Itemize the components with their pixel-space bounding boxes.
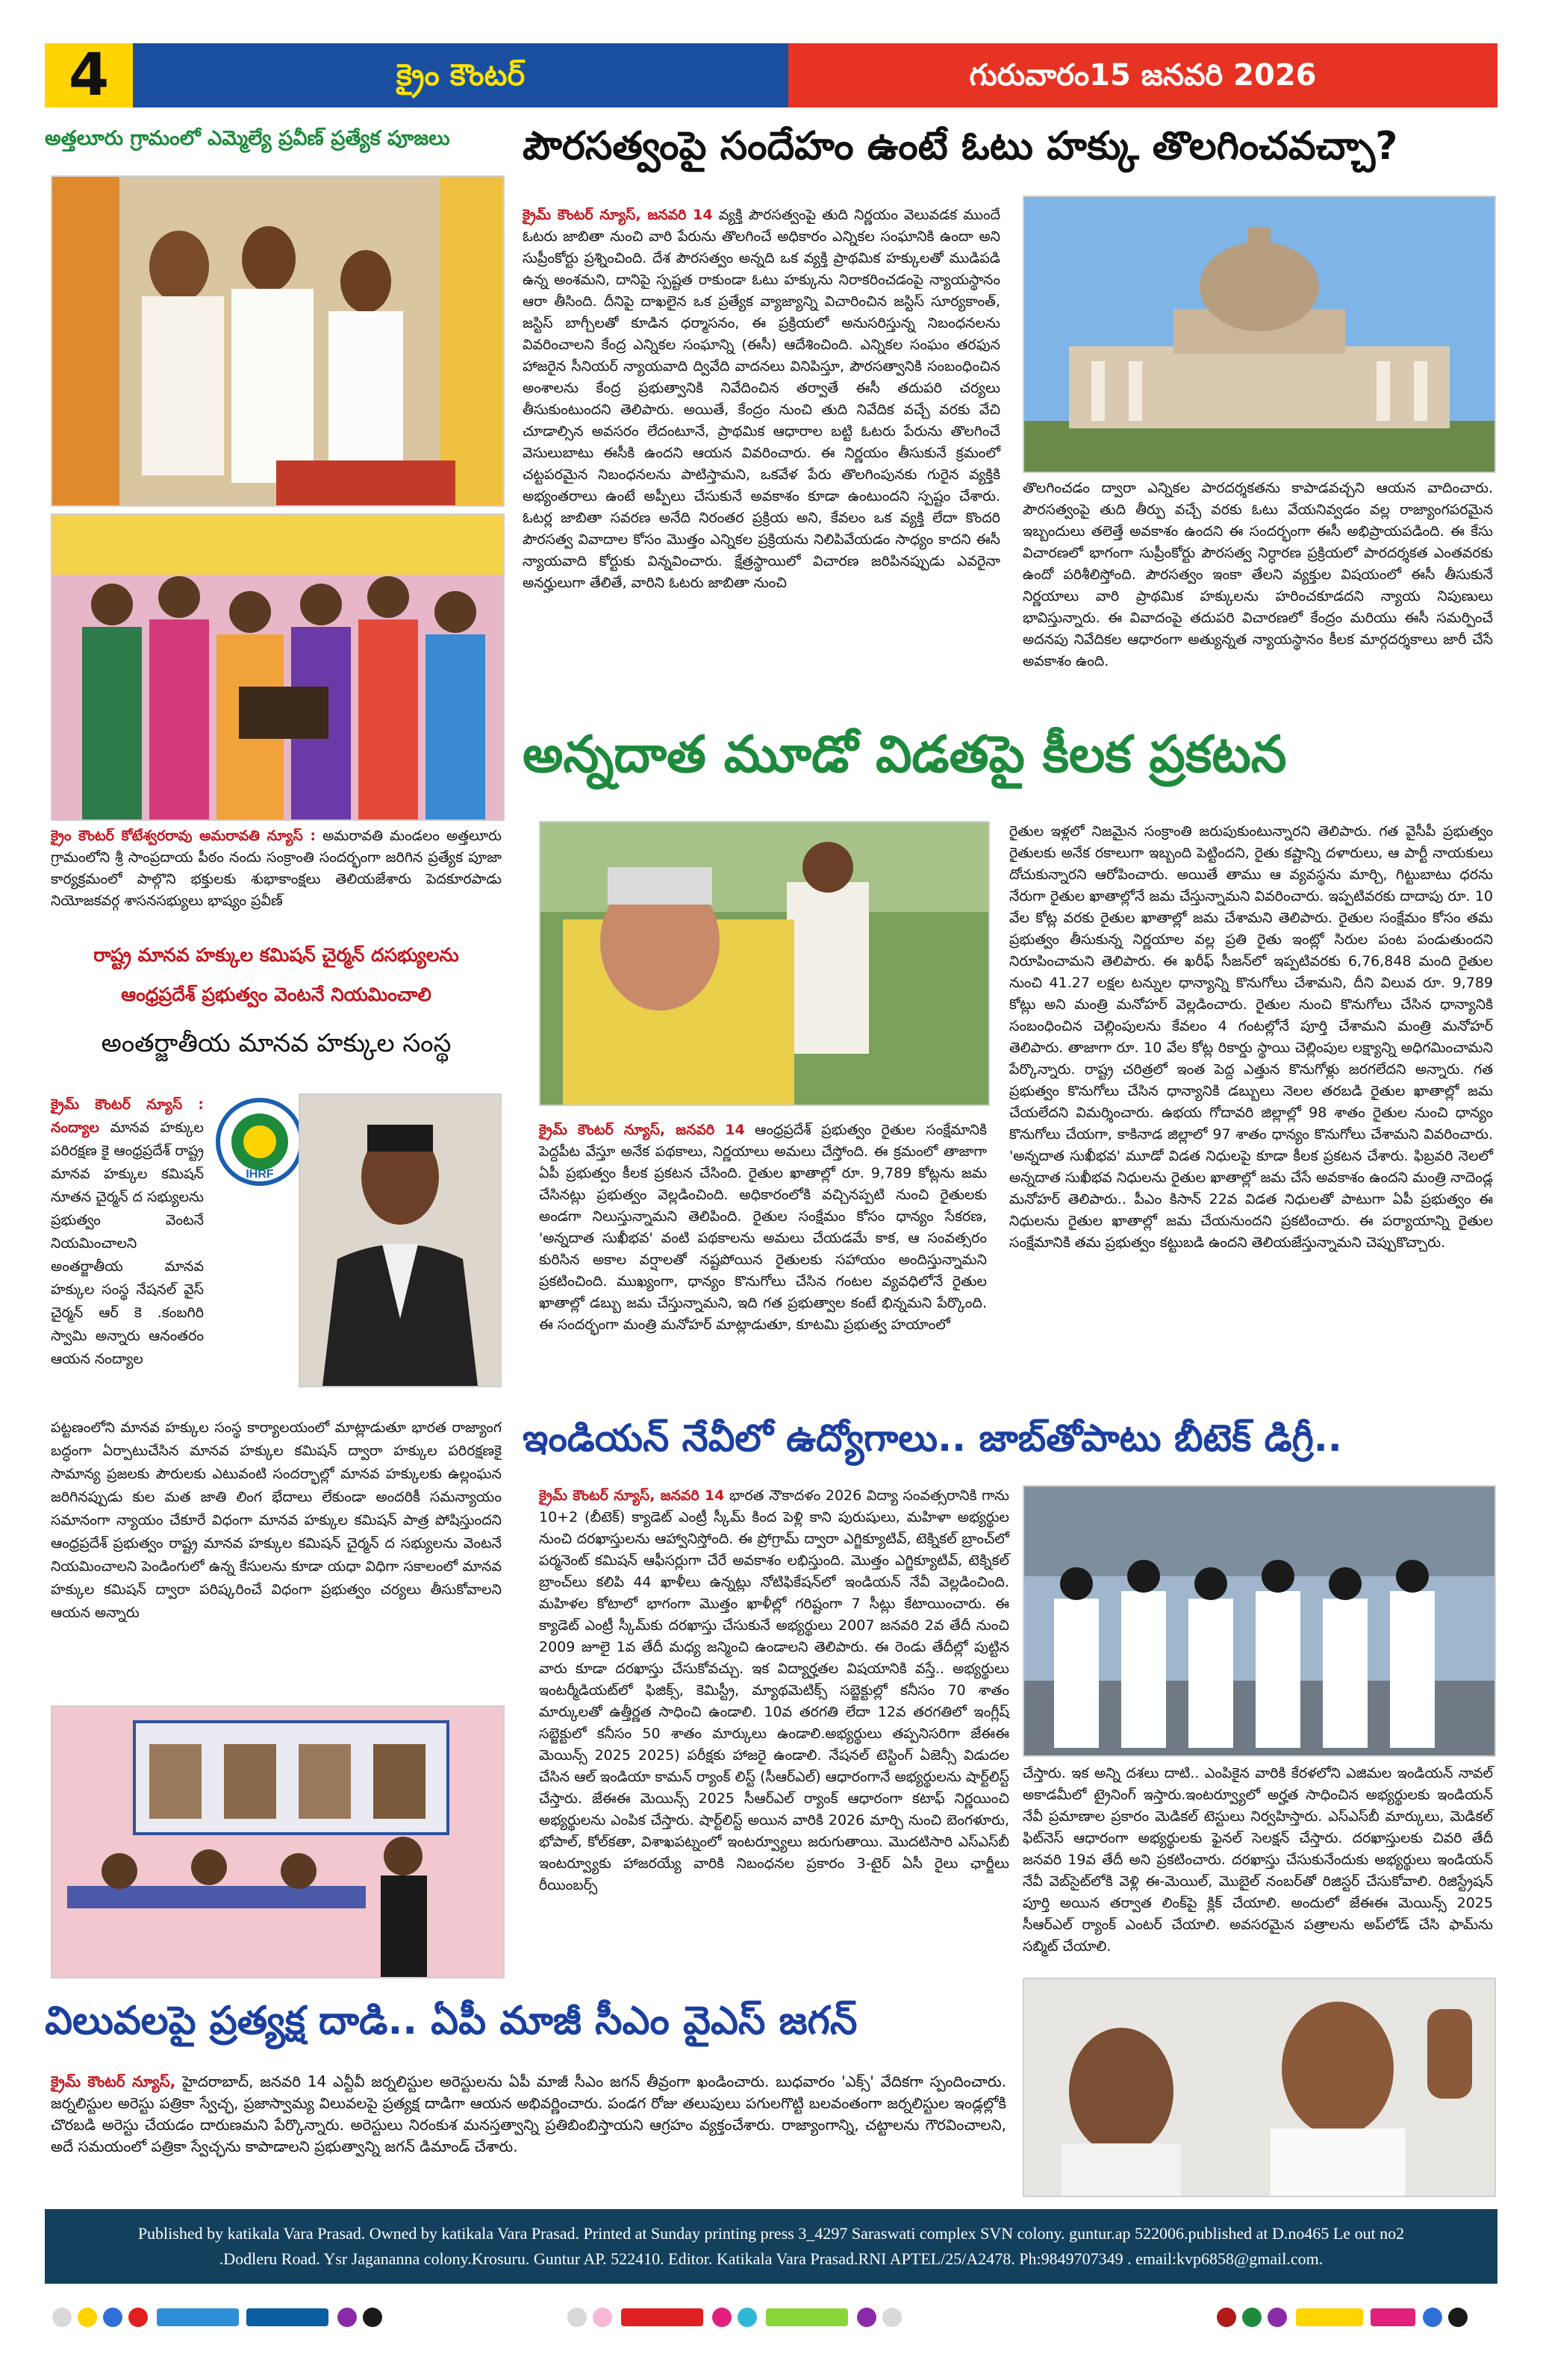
nhrc-full-text: పట్టణంలోని మానవ హక్కుల సంస్థ కార్యాలయంలో మాట్లాడుతూ భారత రాజ్యాంగ బద్ధంగా ఏర్పాటుచేసిన మానవ హక్కుల కమిషన్ ద్వారా హక్కుల పరిరక్షణకై సామాన్య ప్రజలకు పౌరులకు ఎటువంటి సందర్భాల్లో మానవ హక్కులకు ఉల్లంఘన జరిగినప్పుడు కుల మత జాతి లింగ భేదాలు లేకుండా అందరికీ సమన్యాయం సమానంగా న్యాయం చేకూరే విధంగా మానవ హక్కుల కమిషన్ పాత్ర పోషిస్తుందని ఆంధ్రప్రదేశ్ ప్రభుత్వం రాష్ట్ర మానవ హక్కుల కమిషన్ చైర్మన్ ద సభ్యులను వెంటనే నియమించాలని పెండింగులో ఉన్న కేసులను కూడా యధా విధిగా సకాలంలో మానవ హక్కుల కమిషన్ ద్వారా పరిష్కరించే విధంగా ప్రభుత్వం చర్యలు తీసుకోవాలని ఆయన అన్నారు xyxy=(51,1419,502,1621)
citizenship-col1 xyxy=(523,204,1000,594)
attaluru-story-lead: క్రైం కౌంటర్ కోటేశ్వరరావు అమరావతి న్యూస్ : xyxy=(51,828,316,844)
reg-bar xyxy=(1371,2308,1415,2326)
photo-supreme-court xyxy=(1023,196,1496,473)
reg-bar xyxy=(621,2308,703,2326)
reg-bar xyxy=(766,2308,848,2326)
photo-chandrababu xyxy=(539,821,990,1106)
reg-dot xyxy=(567,2308,587,2327)
reg-dot xyxy=(1268,2308,1287,2327)
nhrc-headline-line2: ఆంధ్రప్రదేశ్ ప్రభుత్వం వెంటనే నియమించాలి xyxy=(121,984,431,1005)
reg-dot xyxy=(1217,2308,1236,2327)
citizenship-lead: క్రైమ్ కౌంటర్ న్యూస్, జనవరి 14 xyxy=(523,207,713,223)
ihrf-logo-text: IHRF xyxy=(246,1168,274,1181)
page-number: 4 xyxy=(45,43,133,107)
jagan-lead: క్రైమ్ కౌంటర్ న్యూస్, xyxy=(51,2073,176,2090)
issue-date: గురువారం15 జనవరి 2026 xyxy=(788,43,1497,107)
reg-dot xyxy=(1423,2308,1442,2327)
reg-dot xyxy=(1242,2308,1262,2327)
navy-col1-text: భారత నౌకాదళం 2026 విద్యా సంవత్సరానికి గాను 10+2 (బీటెక్) క్యాడెట్ ఎంట్రీ స్కీమ్ కింద పెళ్లి కాని పురుషులు, మహిళా అభ్యర్థుల నుంచి దరఖాస్తులను ఆహ్వానిస్తోంది. ఈ ప్రోగ్రామ్ ద్వారా ఎగ్జిక్యూటివ్, టెక్నికల్ బ్రాంచ్‌లో పర్మనెంట్ కమిషన్ ఆఫీసర్లుగా చేరే అవకాశం లభిస్తుంది. మొత్తం ఎగ్జిక్యూటివ్, టెక్నికల్ బ్రాంచ్‌లు కలిపి 44 ఖాళీలు ఉన్నట్లు నోటిఫికేషన్‌లో ఇండియన్ నేవీ వెల్లడించింది. మహిళల కోటాలో భాగంగా మొత్తం ఖాళీల్లో గరిష్టంగా 7 సీట్లు కేటాయించారు. ఈ క్యాడెట్ ఎంట్రీ స్కీమ్‌కు దరఖాస్తు చేసుకునే అభ్యర్థులు 2007 జనవరి 2వ తేదీ నుంచి 2009 జూలై 1వ తేదీ మధ్య జన్మించి ఉండాలని తెలిపారు. ఈ రెండు తేదీల్లో పుట్టిన వారు కూడా దరఖాస్తు చేసుకోవచ్చు. ఇక విద్యార్హతల విషయానికి వస్తే.. అభ్యర్థులు ఇంటర్మీడియట్‌లో ఫిజిక్స్, కెమిస్ట్రీ, మ్యాథమెటిక్స్ సబ్జెక్టుల్లో కనీసం 70 శాతం మార్కులతో ఉత్తీర్ణత సాధించి ఉండాలి. 10వ తరగతి లేదా 12వ తరగతిలో ఇంగ్లీష్ సబ్జెక్టులో కనీసం 50 శాతం మార్కులు ఉండాలి.అభ్యర్థులు తప్పనిసరిగా జేఈఈ మెయిన్స్ 2025 2025) పరీక్షకు హాజరై ఉండాలి. నేషనల్ టెస్టింగ్ ఏజెన్సీ విడుదల చేసిన ఆల్ ఇండియా కామన్ ర్యాంక్ లిస్ట్ (సీఆర్ఎల్) ఆధారంగానే అభ్యర్థులను షార్ట్‌లిస్ట్ చేస్తారు. జేఈఈ మెయిన్స్ 2025 సీఆర్ఎల్ ర్యాంక్ ఆధారంగా కటాఫ్ నిర్ణయించి అభ్యర్థులను ఎంపిక చేస్తారు. షార్ట్‌లిస్ట్ అయిన వారికి 2026 మార్చి నుంచి బెంగళూరు, భోపాల్, కోల్‌కతా, విశాఖపట్నంలో ఇంటర్వ్యూలు జరుగుతాయి. మొదటిసారి ఎస్‌ఎస్‌బీ ఇంటర్వ్యూకు హాజరయ్యే వారికి నిబంధనల ప్రకారం 3-టైర్ ఏసీ రైలు ఛార్జీలు రీయింబర్స్ xyxy=(539,1487,1009,1893)
photo-pooja xyxy=(51,175,505,507)
nhrc-subhead: అంతర్జాతీయ మానవ హక్కుల సంస్థ xyxy=(101,1028,452,1058)
reg-dot xyxy=(857,2308,876,2327)
annadata-headline: అన్నదాత మూడో విడతపై కీలక ప్రకటన xyxy=(523,725,1287,784)
jagan-photo-illustration xyxy=(1024,1979,1494,2196)
office-photo-illustration xyxy=(52,1707,503,1977)
reg-dot xyxy=(52,2308,72,2327)
felicitation-photo-illustration xyxy=(52,515,503,819)
navy-headline: ఇండియన్ నేవీలో ఉద్యోగాలు.. జాబ్‌తోపాటు బీటెక్ డిగ్రీ.. xyxy=(523,1417,1342,1460)
photo-kambagiri-swamy xyxy=(299,1093,502,1387)
navy-lead: క్రైమ్ కౌంటర్ న్యూస్, జనవరి 14 xyxy=(539,1487,725,1504)
citizenship-col2: తొలగించడం ద్వారా ఎన్నికల పారదర్శకతను కాపాడవచ్చని ఆయన వాదించారు. పౌరసత్వంపై తుది తీర్పు వచ్చే వరకు ఓటు వేయనివ్వడం వల్ల రాజ్యాంగపరమైన ఇబ్బందులు తలెత్తే అవకాశం ఉందని ఈ సందర్భంగా ఈసీ అభిప్రాయపడింది. ఈ కేసు విచారణలో భాగంగా సుప్రీంకోర్టు పౌరసత్వ నిర్ధారణ ప్రక్రియలో పారదర్శకత ఎంతవరకు ఉందో పరిశీలిస్తోంది. పౌరసత్వం ఇంకా తేలని వ్యక్తుల విషయంలో ఈసీ తీసుకునే నిర్ణయాలు వారి ప్రాథమిక హక్కులను హరించకూడదని న్యాయ నిపుణులు భావిస్తున్నారు. ఈ వివాదంపై తదుపరి విచారణలో కేంద్రం మరియు ఈసీ సమర్పించే అదనపు నివేదికల ఆధారంగా అత్యున్నత న్యాయస్థానం కీలక మార్గదర్శకాలు జారీ చేసే అవకాశం ఉంది. xyxy=(1023,480,1493,669)
portrait-illustration xyxy=(300,1095,500,1386)
reg-bar xyxy=(1296,2308,1363,2326)
photo-caption-attaluru: అత్తలూరు గ్రామంలో ఎమ్మెల్యే ప్రవీణ్ ప్రత్యేక పూజలు xyxy=(45,127,450,150)
paper-name: క్రైం కౌంటర్ xyxy=(133,43,788,107)
reg-dot xyxy=(337,2308,357,2327)
reg-bar xyxy=(157,2308,239,2326)
reg-dot xyxy=(593,2308,612,2327)
navy-col2: చేస్తారు. ఇక అన్ని దశలు దాటి.. ఎంపికైన వారికి కేరళలోని ఎజిమల ఇండియన్ నావల్ అకాడమీలో ట్రైనింగ్ ఇస్తారు.ఇంటర్వ్యూలో అర్హత సాధించిన అభ్యర్థులకు ఇండియన్ నేవీ ప్రమాణాల ప్రకారం మెడికల్ టెస్టులు నిర్వహిస్తారు. ఎస్‌ఎస్‌బీ మార్కులు, మెడికల్ ఫిట్‌నెస్ ఆధారంగా అభ్యర్థులకు ఫైనల్ సెలక్షన్ చేస్తారు. దరఖాస్తులకు చివరి తేదీ జనవరి 19వ తేదీ అని ప్రకటించారు. దరఖాస్తు చేసుకునేందుకు అభ్యర్థులు ఇండియన్ నేవీ వెబ్‌సైట్‌లోకి వెళ్లి ఈ-మెయిల్, మొబైల్ నంబర్‌తో రిజిస్టర్ చేసుకోవాలి. రిజిస్ట్రేషన్ పూర్తి అయిన తర్వాత లింక్‌పై క్లిక్ చేయాలి. అందులో జేఈఈ మెయిన్స్ 2025 సీఆర్ఎల్ ర్యాంక్ ఎంటర్ చేయాలి. అవసరమైన పత్రాలను అప్‌లోడ్ చేసి ఫామ్‌ను సబ్మిట్ చేయాలి. xyxy=(1023,1765,1493,1955)
footer-line2: .Dodleru Road. Ysr Jagananna colony.Krosuru. Guntur AP. 522410. Editor. Katikala Vara Prasad.RNI APTEL/25/A2478. Ph:9849707349 . email:kvp6858@gmail.com. xyxy=(219,2249,1324,2268)
nhrc-lead: క్రైమ్ కౌంటర్ న్యూస్ : నంద్యాల xyxy=(51,1096,204,1136)
nhrc-column-text xyxy=(51,1093,204,1371)
ihrf-logo-emblem xyxy=(215,1097,305,1187)
chandrababu-farmer-illustration xyxy=(540,822,988,1105)
reg-dot xyxy=(103,2308,122,2327)
annadata-col1 xyxy=(539,1119,987,1336)
photo-navy-officers xyxy=(1023,1485,1496,1757)
nhrc-headline-line1: రాష్ట్ర మానవ హక్కుల కమిషన్ చైర్మన్ దసభ్యులను xyxy=(93,944,459,966)
reg-dot xyxy=(78,2308,97,2327)
reg-dot xyxy=(712,2308,732,2327)
photo-felicitation xyxy=(51,513,505,821)
nhrc-column-body: మానవ హక్కుల పరిరక్షణ కై ఆంధ్రప్రదేశ్ రాష్ట్ర మానవ హక్కుల కమిషన్ నూతన చైర్మన్ ద సభ్యులను ప్రభుత్వం వెంటనే నియమించాలని అంతర్జాతీయ మానవ హక్కుల సంస్థ నేషనల్ వైస్ చైర్మన్ ఆర్ కె .కంబగిరి స్వామి అన్నారు ఆనంతరం ఆయన నంద్యాల xyxy=(51,1119,204,1367)
ihrf-logo xyxy=(215,1097,305,1187)
photo-office-meeting xyxy=(51,1705,505,1978)
annadata-col2: రైతుల ఇళ్లలో నిజమైన సంక్రాంతి జరుపుకుంటున్నారని తెలిపారు. గత వైసీపీ ప్రభుత్వం రైతులకు అనేక రకాలుగా ఇబ్బంది పెట్టిందని, రైతు కష్టాన్ని దళారులు, ఆ పార్టీ నాయకులు దోచుకున్నారని ఆరోపించారు. అయితే తాము ఆ వ్యవస్థను మార్చి, గిట్టుబాటు ధరను నేరుగా రైతుల ఖాతాల్లోనే జమ చేస్తున్నామని వివరించారు. ఇప్పటివరకు దాదాపు రూ. 10 వేల కోట్ల వరకు రైతుల ఖాతాల్లో జమ చేశామని తెలిపారు. రైతుల సంక్షేమం కోసం తమ ప్రభుత్వం తీసుకున్న నిర్ణయాల వల్ల ప్రతి రైతు ఇంట్లో సిరుల పంట పండుతుందని నిరూపించామని తెలిపారు. ఈ ఖరీఫ్ సీజన్‌లో ఇప్పటివరకు 6,76,848 మంది రైతుల నుంచి 41.27 లక్షల టన్నుల ధాన్యాన్ని కొనుగోలు చేశామని, దీని విలువ రూ. 9,789 కోట్లు అని మంత్రి మనోహర్ వెల్లడించారు. రైతుల నుంచి కొనుగోలు చేసిన ధాన్యానికి సంబంధించిన చెల్లింపులను కేవలం 4 గంటల్లోనే పూర్తి చేశామని మంత్రి మనోహర్ తెలిపారు. తాజాగా రూ. 10 వేల కోట్ల రికార్డు స్థాయి చెల్లింపుల లక్ష్యాన్ని అధిగమించామని పేర్కొన్నారు. రాష్ట్ర చరిత్రలో ఇంత పెద్ద ఎత్తున కొనుగోళ్లు జరగలేదని అన్నారు. గత ప్రభుత్వం కొనుగోలు చేసిన ధాన్యానికి డబ్బులు నెలల తరబడి రైతుల ఖాతాల్లో జమ చేయలేదని విమర్శించారు. ఉభయ గోదావరి జిల్లాల్లో 98 శాతం రైతుల నుంచి ధాన్యం కొనుగోలు చేయగా, కాకినాడ జిల్లాలో 97 శాతం ధాన్యం కొనుగోలు చేశామని వివరించారు. 'అన్నదాత సుఖీభవ' మూడో విడత నిధులపై కూడా కీలక ప్రకటన చేశారు. ఫిబ్రవరి నెలలో అన్నదాత సుఖీభవ నిధులను రైతుల ఖాతాల్లో జమ చేసే అవకాశం ఉందని మంత్రి నాదెండ్ల మనోహర్ తెలిపారు.. పీఎం కిసాన్ 22వ విడత నిధులతో పాటుగా ఏపీ ప్రభుత్వం ఈ నిధులను రైతుల ఖాతాల్లో జమ చేయనుందని ప్రకటించారు. ఈ పర్యాయాన్ని రైతుల సంక్షేమానికి తమ ప్రభుత్వం కట్టుబడి ఉందని తెలియజేస్తున్నామని చెప్పుకొచ్చారు. xyxy=(1009,823,1493,1251)
reg-bar xyxy=(246,2308,328,2326)
citizenship-col1-text: వ్యక్తి పౌరసత్వంపై తుది నిర్ణయం వెలువడక ముందే ఓటరు జాబితా నుంచి వారి పేరును తొలగించే అధికారం ఎన్నికల సంఘానికి ఉందా అని సుప్రీంకోర్టు ప్రశ్నించింది. దేశ పౌరసత్వం అన్నది ఒక వ్యక్తి ప్రాథమిక హక్కులతో ముడిపడి ఉన్న అంశమని, దానిపై స్పష్టత రాకుండా ఓటు హక్కును నిరాకరించడంపై న్యాయస్థానం ఆరా తీసింది. దీనిపై దాఖలైన ఒక ప్రత్యేక వ్యాజ్యాన్ని విచారించిన జస్టిస్ సూర్యకాంత్, జస్టిస్ బాగ్చీలతో కూడిన ధర్మాసనం, ఈ ప్రక్రియలో అనుసరిస్తున్న నిబంధనలను వివరించాలని కేంద్ర ఎన్నికల సంఘాన్ని (ఈసీ) ఆదేశించింది. ఎన్నికల సంఘం తరఫున హాజరైన సీనియర్ న్యాయవాది ద్వివేది వాదనలు వినిపిస్తూ, పౌరసత్వానికి సంబంధించిన అంశాలను కేంద్ర ప్రభుత్వానికి నివేదించిన తర్వాతే ఈసీ తదుపరి చర్యలు తీసుకుంటుందని తెలిపారు. అయితే, కేంద్రం నుంచి తుది నివేదిక వచ్చే వరకు వేచి చూడాల్సిన అవసరం లేదంటూనే, ప్రాథమిక ఆధారాల బట్టి ఓటరు పేరును తొలగించే వెసులుబాటు ఈసీకి ఉందని ఆయన వివరించారు. ఈ నిర్ణయం తీసుకునే క్రమంలో చట్టపరమైన నిబంధనలను పాటిస్తామని, ఒకవేళ పేరు తొలగింపునకు గురైన వ్యక్తికి అభ్యంతరాలు ఉంటే అప్పీలు చేసుకునే అవకాశం కూడా ఉంటుందని స్పష్టం చేశారు. ఓటర్ల జాబితా సవరణ అనేది నిరంతర ప్రక్రియ అని, కేవలం ఒక వ్యక్తి లేదా కొందరి పౌరసత్వ వివాదాల కోసం మొత్తం ఎన్నికల ప్రక్రియను నిలిపివేయడం సాధ్యం కాదని ఈసీ న్యాయవాది కోర్టుకు విన్నవించారు. క్షేత్రస్థాయిలో విచారణ జరిపినప్పుడు ఎవరైనా అనర్హులుగా తేలితే, వారిని ఓటరు జాబితా నుంచి xyxy=(523,207,1001,591)
citizenship-headline: పౌరసత్వంపై సందేహం ఉంటే ఓటు హక్కు తొలగించవచ్చా? xyxy=(523,124,1398,169)
navy-col1 xyxy=(539,1485,1009,1896)
attaluru-story xyxy=(51,825,502,912)
reg-dot xyxy=(738,2308,757,2327)
attaluru-story-text: అమరావతి మండలం అత్తలూరు గ్రామంలోని శ్రీ సాంప్రదాయ పీఠం నందు సంక్రాంతి సందర్భంగా జరిగిన ప్రత్యేక పూజా కార్యక్రమంలో పాల్గొని భక్తులకు శుభాకాంక్షలు తెలియజేశారు పెదకూరపాడు నియోజకవర్గ శాసనసభ్యులు భాష్యం ప్రవీణ్ xyxy=(51,828,502,909)
jagan-story xyxy=(51,2071,1006,2158)
jagan-story-text: హైదరాబాద్, జనవరి 14 ఎన్టీవీ జర్నలిస్టుల అరెస్టులను ఏపీ మాజీ సీఎం జగన్ తీవ్రంగా ఖండించారు. బుధవారం 'ఎక్స్' వేదికగా స్పందించారు. జర్నలిస్టుల అరెస్టు పత్రికా స్వేచ్ఛ, ప్రజాస్వామ్య విలువలపై ప్రత్యక్ష దాడిగా ఆయన అభివర్ణించారు. పండగ రోజు తలుపులు పగులగొట్టి బలవంతంగా జర్నలిస్టుల ఇండ్లల్లోకి చొరబడి అరెస్టు చేయడం దారుణమని పేర్కొన్నారు. అరెస్టులు నిరంకుశ మనస్తత్వాన్ని ప్రతిబింబిస్తాయని ఆగ్రహం వ్యక్తంచేశారు. రాజ్యాంగాన్ని, చట్టాలను గౌరవించాలని, అదే సమయంలో పత్రికా స్వేచ్ఛను కాపాడాలని ప్రభుత్వాన్ని జగన్ డిమాండ్ చేశారు. xyxy=(51,2073,1006,2155)
annadata-lead: క్రైమ్ కౌంటర్ న్యూస్, జనవరి 14 xyxy=(539,1122,745,1138)
jagan-headline: విలువలపై ప్రత్యక్ష దాడి.. ఏపీ మాజీ సీఎం వైఎస్ జగన్ xyxy=(45,1999,858,2043)
reg-dot xyxy=(882,2308,902,2327)
navy-officers-illustration xyxy=(1024,1487,1494,1755)
pooja-photo-illustration xyxy=(52,177,503,505)
reg-dot xyxy=(1448,2308,1468,2327)
footer-line1: Published by katikala Vara Prasad. Owned by katikala Vara Prasad. Printed at Sunday printing press 3_4297 Saraswati complex SVN colony. guntur.ap 522006.published at D.no465 Le out no2 xyxy=(137,2224,1405,2243)
reg-dot xyxy=(363,2308,382,2327)
photo-jagan xyxy=(1023,1978,1496,2197)
annadata-col1-text: ఆంధ్రప్రదేశ్ ప్రభుత్వం రైతుల సంక్షేమానికి పెద్దపీట వేస్తూ అనేక పథకాలు, నిర్ణయాలు అమలు చేస్తోంది. ఈ క్రమంలో తాజాగా ఏపీ ప్రభుత్వం కీలక ప్రకటన చేసింది. రైతుల ఖాతాల్లో రూ. 9,789 కోట్లను జమ చేసినట్లు ప్రభుత్వం వెల్లడించింది. అధికారంలోకి వచ్చినప్పటి నుంచి రైతులకు అండగా నిలుస్తున్నామని తెలిపింది. రైతుల సంక్షేమం కోసం ధాన్యం సేకరణ, 'అన్నదాత సుఖీభవ' వంటి పథకాలను అమలు చేయడమే కాక, ఆ సంవత్సరం కురిసిన అకాల వర్షాలతో నష్టపోయిన రైతులకు సహాయం అందిస్తున్నామని ప్రకటించింది. ముఖ్యంగా, ధాన్యం కొనుగోలు చేసిన గంటల వ్యవధిలోనే రైతుల ఖాతాల్లో డబ్బు జమ చేస్తున్నామని, ఇది గత ప్రభుత్వాల కంటే భిన్నమని పేర్కొంది. ఈ సందర్భంగా మంత్రి మనోహర్ మాట్లాడుతూ, కూటమి ప్రభుత్వ హయాంలో xyxy=(539,1122,987,1333)
supreme-court-illustration xyxy=(1024,197,1494,472)
footer-imprint xyxy=(45,2209,1497,2284)
reg-dot xyxy=(128,2308,148,2327)
